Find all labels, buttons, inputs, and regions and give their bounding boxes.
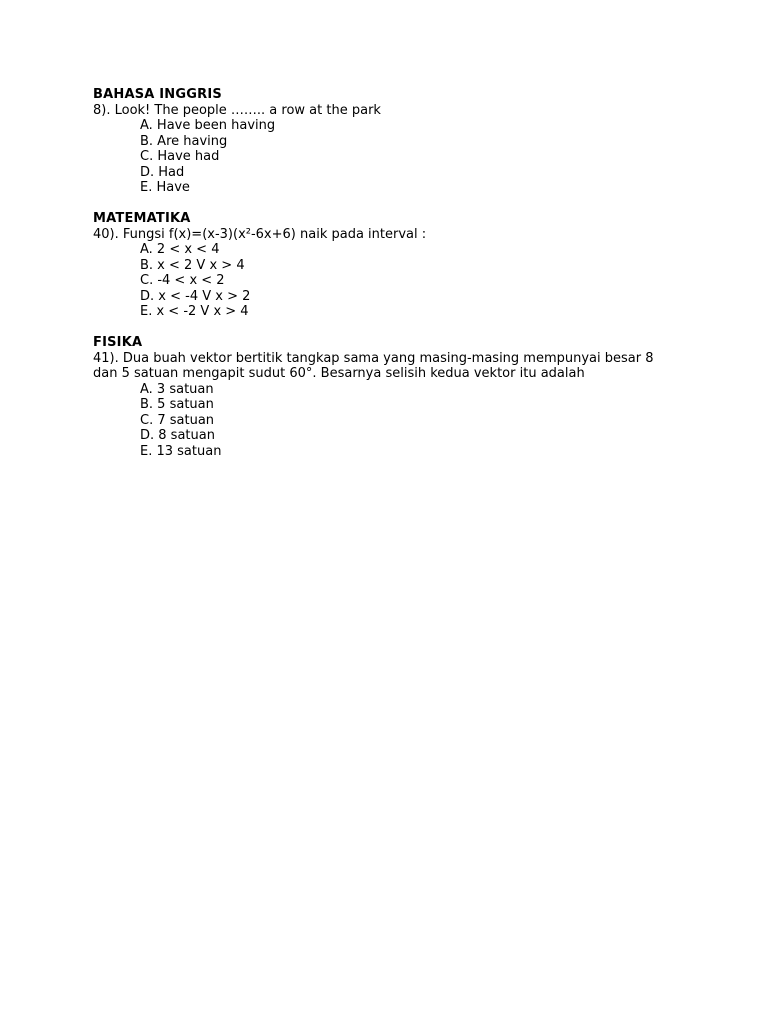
option-d: D. x < -4 V x > 2 xyxy=(140,288,251,304)
section-bahasa-inggris xyxy=(93,87,673,196)
answer-options xyxy=(93,242,673,320)
document-page xyxy=(93,87,673,475)
option-c: C. Have had xyxy=(140,149,220,164)
answer-options xyxy=(93,118,673,196)
option-a: A. 2 < x < 4 xyxy=(140,242,220,257)
option-a: A. Have been having xyxy=(140,118,276,133)
option-e: E. 13 satuan xyxy=(140,443,222,459)
option-d: D. 8 satuan xyxy=(140,428,215,443)
section-title: MATEMATIKA xyxy=(93,211,191,226)
section-fisika xyxy=(93,335,673,459)
option-e: E. Have xyxy=(140,180,190,195)
section-matematika xyxy=(93,211,673,320)
section-title: BAHASA INGGRIS xyxy=(93,87,222,102)
option-e: E. x < -2 V x > 4 xyxy=(140,304,249,319)
section-title: FISIKA xyxy=(93,335,143,350)
option-b: B. 5 satuan xyxy=(140,397,214,412)
question-text: 8). Look! The people …….. a row at the park xyxy=(93,102,381,118)
question-text: 41). Dua buah vektor bertitik tangkap sama yang masing-masing mempunyai besar 8 dan 5 satuan mengapit sudut 60°. Besarnya selisih kedua vektor itu adalah xyxy=(93,350,654,381)
option-c: C. 7 satuan xyxy=(140,412,215,428)
option-b: B. Are having xyxy=(140,133,228,149)
option-b: B. x < 2 V x > 4 xyxy=(140,257,245,273)
option-a: A. 3 satuan xyxy=(140,381,214,397)
question-text: 40). Fungsi f(x)=(x-3)(x²-6x+6) naik pada interval : xyxy=(93,226,427,242)
option-c: C. -4 < x < 2 xyxy=(140,273,225,288)
option-d: D. Had xyxy=(140,164,185,180)
answer-options xyxy=(93,382,673,460)
